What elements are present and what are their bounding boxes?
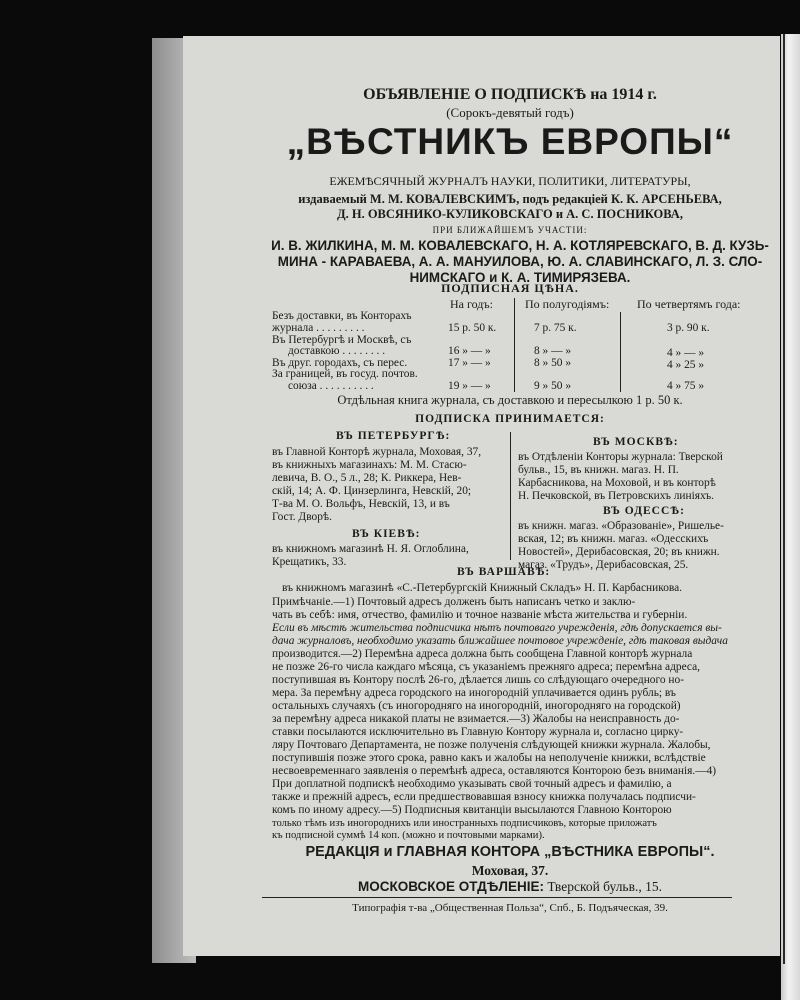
city-heading-kiev: ВЪ КІЕВѢ:: [352, 528, 421, 540]
note-line: поступившія позже этого срока, равно какъ и жалобы на неполученіе книжки, вслѣдствіе: [272, 752, 706, 764]
price-column-quarter: По четвертямъ года:: [637, 297, 741, 311]
price-divider: [514, 298, 515, 392]
editors-line: Д. Н. ОВСЯНИКО-КУЛИКОВСКАГО и А. С. ПОСНИКОВА,: [337, 207, 683, 221]
address-line: въ книжныхъ магазинахъ: М. М. Стасю-: [272, 459, 467, 471]
price-half: 8 » — »: [534, 345, 572, 357]
price-column-year: На годъ:: [450, 297, 493, 311]
price-row-label: Въ Петербургѣ и Москвѣ, съ: [272, 334, 412, 346]
journal-title: „ВѢСТНИКЪ ЕВРОПЫ“: [286, 121, 734, 162]
note-line: мера. За перемѣну адреса городского на иногородній уплачивается одинъ рубль; въ: [272, 687, 676, 699]
city-heading-petersburg: ВЪ ПЕТЕРБУРГѢ:: [336, 430, 451, 442]
note-line: несвоевременнаго заявленія о перемѣнѣ адреса, оставляются Конторою безъ вниманія.—4): [272, 765, 717, 777]
price-row-label: доставкою . . . . . . . .: [288, 345, 386, 357]
editorial-office-line: РЕДАКЦІЯ и ГЛАВНАЯ КОНТОРА „ВѢСТНИКА ЕВРОПЫ“.: [305, 844, 715, 860]
address-line: въ книжномъ магазинѣ Н. Я. Оглоблина,: [272, 543, 469, 555]
note-line: Примѣчаніе.—1) Почтовый адресъ долженъ быть написанъ четко и заклю-: [272, 596, 636, 608]
price-heading: ПОДПИСНАЯ ЦѢНА.: [441, 281, 579, 295]
note-line: чать въ себѣ: имя, отчество, фамилію и точное названіе мѣста жительства и губерніи.: [272, 609, 688, 621]
price-year: 17 » — »: [448, 357, 491, 369]
office-address: Моховая, 37.: [471, 863, 549, 878]
moscow-branch-line: [250, 880, 770, 893]
price-row-label: За границей, въ госуд. почтов.: [272, 368, 418, 380]
address-line: Новостей», Дерибасовская, 20; въ книжн.: [518, 546, 720, 558]
price-quarter: 4 » — »: [667, 347, 705, 359]
address-line: магаз. «Трудъ», Дерибасовская, 25.: [518, 559, 689, 571]
price-half: 7 р. 75 к.: [534, 322, 577, 334]
price-row-label: Безъ доставки, въ Конторахъ: [272, 310, 412, 322]
price-quarter: 4 » 75 »: [667, 380, 705, 392]
note-line: производится.—2) Перемѣна адреса должна быть сообщена Главной конторѣ журнала: [272, 648, 693, 660]
address-line: скій, 14; А. Ф. Цинзерлинга, Невскій, 20;: [272, 485, 472, 497]
moscow-branch-label: МОСКОВСКОЕ ОТДѢЛЕНІЕ:: [358, 879, 544, 894]
address-line: въ книжномъ магазинѣ «С.-Петербургскій Книжный Складъ» Н. П. Карбасникова.: [282, 582, 683, 594]
address-line: Карбасникова, на Моховой, и въ конторѣ: [518, 477, 716, 489]
price-quarter: 4 » 25 »: [667, 359, 705, 371]
page-edge-line: [783, 34, 785, 964]
address-line: левича, В. О., 5 л., 28; К. Риккера, Нев-: [272, 472, 462, 484]
subscription-heading: ПОДПИСКА ПРИНИМАЕТСЯ:: [415, 413, 605, 425]
note-line: поступившая въ Контору послѣ 26-го, дѣлается лишь со слѣдующаго очередного но-: [272, 674, 685, 686]
note-line: дача журналовъ, необходимо указать ближайшее почтовое учрежденіе, гдѣ таковая выдача: [272, 635, 728, 647]
note-line: также и прежній адресъ, если предшествовавшая взносу книжка получалась подписчи-: [272, 791, 696, 803]
note-line: Если въ мѣстѣ жительства подписчика нѣтъ почтоваго учрежденія, гдѣ допускается вы-: [272, 622, 722, 634]
price-half: 8 » 50 »: [534, 357, 572, 369]
address-line: Гост. Дворѣ.: [272, 511, 332, 523]
year-note: (Сорокъ-девятый годъ): [446, 105, 574, 120]
address-line: въ Главной Конторѣ журнала, Моховая, 37,: [272, 446, 482, 458]
address-line: въ книжн. магаз. «Образованіе», Ришелье-: [518, 520, 724, 532]
price-quarter: 3 р. 90 к.: [667, 322, 710, 334]
price-year: 16 » — »: [448, 345, 491, 357]
printer-line: Типографія т-ва „Общественная Польза“, Спб., Б. Подъяческая, 39.: [352, 902, 668, 914]
column-divider: [510, 432, 511, 560]
contributors-line: НИМСКАГО и К. А. ТИМИРЯЗЕВА.: [409, 270, 631, 285]
single-issue-price: Отдѣльная книга журнала, съ доставкою и пересылкою 1 р. 50 к.: [337, 393, 683, 407]
note-line: за перемѣну адреса никакой платы не взимается.—3) Жалобы на неисправность до-: [272, 713, 680, 725]
address-line: въ Отдѣленіи Конторы журнала: Тверской: [518, 451, 723, 463]
note-line: ставки посылаются исключительно въ Главную Контору журнала и, согласно цирку-: [272, 726, 684, 738]
note-line: При доплатной подпискѣ необходимо указывать свой точный адресъ и фамилію, а: [272, 778, 672, 790]
contributors-line: И. В. ЖИЛКИНА, М. М. КОВАЛЕВСКАГО, Н. А. КОТЛЯРЕВСКАГО, В. Д. КУЗЬ-: [271, 238, 769, 253]
journal-subtitle: ЕЖЕМѢСЯЧНЫЙ ЖУРНАЛЪ НАУКИ, ПОЛИТИКИ, ЛИТЕРАТУРЫ,: [329, 174, 691, 188]
price-divider: [620, 312, 621, 392]
address-line: Крещатикъ, 33.: [272, 556, 347, 568]
city-heading-moscow: ВЪ МОСКВѢ:: [593, 436, 679, 448]
address-line: Н. Печковской, въ Петровскихъ линіяхъ.: [518, 490, 715, 502]
price-row-label: союза . . . . . . . . . .: [288, 380, 374, 392]
note-line: только тѣмъ изъ иногороднихъ или иностранныхъ подписчиковъ, которые приложатъ: [272, 818, 657, 829]
city-heading-odessa: ВЪ ОДЕССѢ:: [603, 505, 685, 517]
announcement-heading: ОБЪЯВЛЕНІЕ О ПОДПИСКѢ на 1914 г.: [363, 86, 657, 103]
note-line: комъ по иному адресу.—5) Подписныя квитанціи высылаются Главною Конторою: [272, 804, 672, 816]
contributors-line: МИНА - КАРАВАЕВА, А. А. МАНУИЛОВА, Ю. А. СЛАВИНСКАГО, Л. З. СЛО-: [277, 254, 763, 269]
note-line: къ подписной суммѣ 14 коп. (можно и почтовыми марками).: [272, 830, 545, 841]
participation-label: ПРИ БЛИЖАЙШЕМЪ УЧАСТІИ:: [432, 225, 588, 235]
price-row-label: Въ друг. городахъ, съ перес.: [272, 357, 408, 369]
address-line: вская, 12; въ книжн. магаз. «Одесскихъ: [518, 533, 709, 545]
publisher-line: издаваемый М. М. КОВАЛЕВСКИМЪ, подъ редакціей К. К. АРСЕНЬЕВА,: [298, 192, 722, 206]
price-column-half: По полугодіямъ:: [525, 297, 610, 311]
note-line: не позже 26-го числа каждаго мѣсяца, съ указаніемъ прежняго адреса; перемѣна адреса,: [272, 661, 701, 673]
moscow-branch-address: Тверской бульв., 15.: [547, 879, 662, 894]
address-line: Т-ва М. О. Вольфъ, Невскій, 13, и въ: [272, 498, 450, 510]
price-year: 19 » — »: [448, 380, 491, 392]
footer-rule: [262, 897, 732, 898]
city-heading-warsaw: ВЪ ВАРШАВѢ:: [457, 566, 551, 578]
note-line: ляру Почтоваго Департамента, не позже полученія слѣдующей книжки журнала. Жалобы,: [272, 739, 711, 751]
note-line: остальныхъ случаяхъ (съ иногородняго на иногородній, иногородняго на городской): [272, 700, 681, 712]
price-year: 15 р. 50 к.: [448, 322, 497, 334]
price-row-label: журнала . . . . . . . . .: [272, 322, 365, 334]
address-line: бульв., 15, въ книжн. магаз. Н. П.: [518, 464, 679, 476]
price-half: 9 » 50 »: [534, 380, 572, 392]
